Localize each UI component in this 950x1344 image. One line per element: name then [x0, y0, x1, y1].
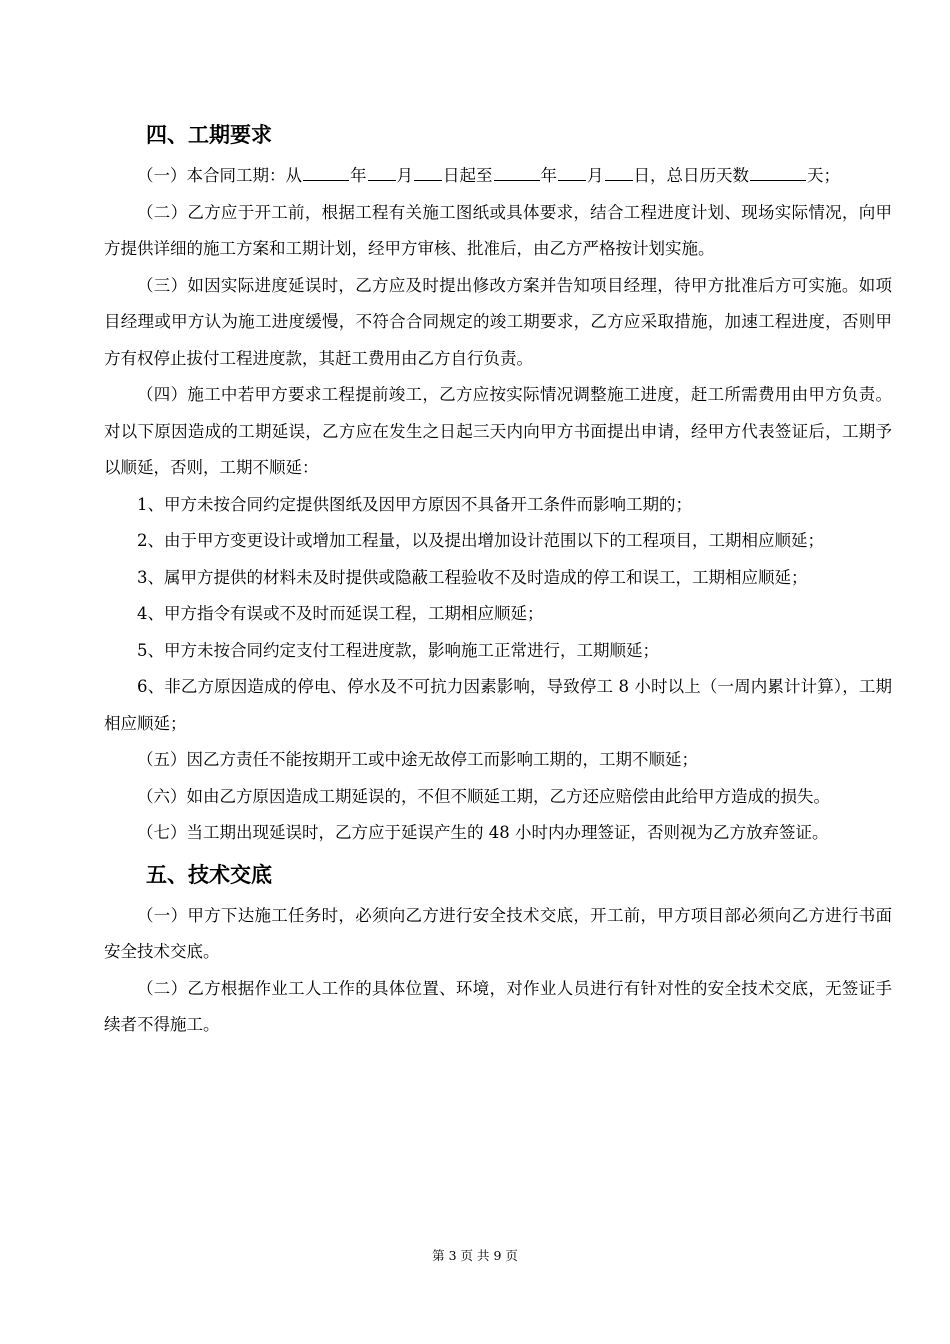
period-text-6: 月	[587, 166, 604, 185]
period-text-1: （一）本合同工期：从	[137, 166, 302, 185]
page-number-footer: 第 3 页 共 9 页	[432, 1248, 518, 1263]
section-4-clause-4: （四）施工中若甲方要求工程提前竣工，乙方应按实际情况调整施工进度，赶工所需费用由甲方负责。对以下原因造成的工期延误，乙方应在发生之日起三天内向甲方书面提出申请，经甲方代表签证后，工期予以顺延，否则，工期不顺延：	[104, 385, 892, 477]
delay-reason-4: 4、甲方指令有误或不及时而延误工程，工期相应顺延；	[137, 604, 544, 623]
total-days-blank	[750, 162, 806, 181]
start-year-blank	[303, 162, 349, 181]
section-4-clause-5: （五）因乙方责任不能按期开工或中途无故停工而影响工期的，工期不顺延；	[137, 750, 698, 769]
delay-reason-1: 1、甲方未按合同约定提供图纸及因甲方原因不具备开工条件而影响工期的；	[137, 494, 692, 514]
section-4-clause-2: （二）乙方应于开工前，根据工程有关施工图纸或具体要求，结合工程进度计划、现场实际情况，向甲方提供详细的施工方案和工期计划，经甲方审核、批准后，由乙方严格按计划实施。	[104, 202, 892, 258]
delay-reason-2: 2、由于甲方变更设计或增加工程量，以及提出增加设计范围以下的工程项目，工期相应顺延；	[137, 531, 824, 550]
period-text-3: 月	[396, 166, 413, 185]
start-day-blank	[414, 162, 442, 181]
start-month-blank	[368, 162, 396, 181]
end-month-blank	[558, 162, 586, 181]
period-text-7: 日，总日历天数	[633, 166, 749, 185]
section-4-clause-7: （七）当工期出现延误时，乙方应于延误产生的 48 小时内办理签证，否则视为乙方放弃签证。	[137, 823, 829, 842]
contract-period-line	[104, 158, 892, 195]
section-4-clause-6: （六）如由乙方原因造成工期延误的，不但不顺延工期，乙方还应赔偿由此给甲方造成的损失。	[137, 786, 830, 806]
document-body	[104, 112, 892, 1044]
period-text-8: 天；	[807, 166, 840, 185]
end-day-blank	[605, 162, 633, 181]
delay-reason-3: 3、属甲方提供的材料未及时提供或隐蔽工程验收不及时造成的停工和误工，工期相应顺延；	[137, 567, 808, 587]
period-text-5: 年	[540, 166, 557, 185]
period-text-2: 年	[350, 166, 367, 185]
section-4-title: 四、工期要求	[146, 122, 272, 147]
section-5-title: 五、技术交底	[146, 861, 272, 887]
section-5-clause-1: （一）甲方下达施工任务时，必须向乙方进行安全技术交底，开工前，甲方项目部必须向乙方进行书面安全技术交底。	[104, 905, 892, 961]
delay-reason-5: 5、甲方未按合同约定支付工程进度款，影响施工正常进行，工期顺延；	[137, 640, 659, 660]
section-5-clause-2: （二）乙方根据作业工人工作的具体位置、环境，对作业人员进行有针对性的安全技术交底，无签证手续者不得施工。	[104, 978, 892, 1034]
section-4-clause-3: （三）如因实际进度延误时，乙方应及时提出修改方案并告知项目经理，待甲方批准后方可实施。如项目经理或甲方认为施工进度缓慢，不符合合同规定的竣工期要求，乙方应采取措施，加速工程进度，否则甲方有权停止拔付工程进度款，其赶工费用由乙方自行负责。	[104, 275, 892, 368]
end-year-blank	[494, 162, 540, 181]
delay-reason-6: 6、非乙方原因造成的停电、停水及不可抗力因素影响，导致停工 8 小时以上（一周内累计计算），工期相应顺延；	[104, 677, 892, 733]
period-text-4: 日起至	[443, 166, 493, 185]
